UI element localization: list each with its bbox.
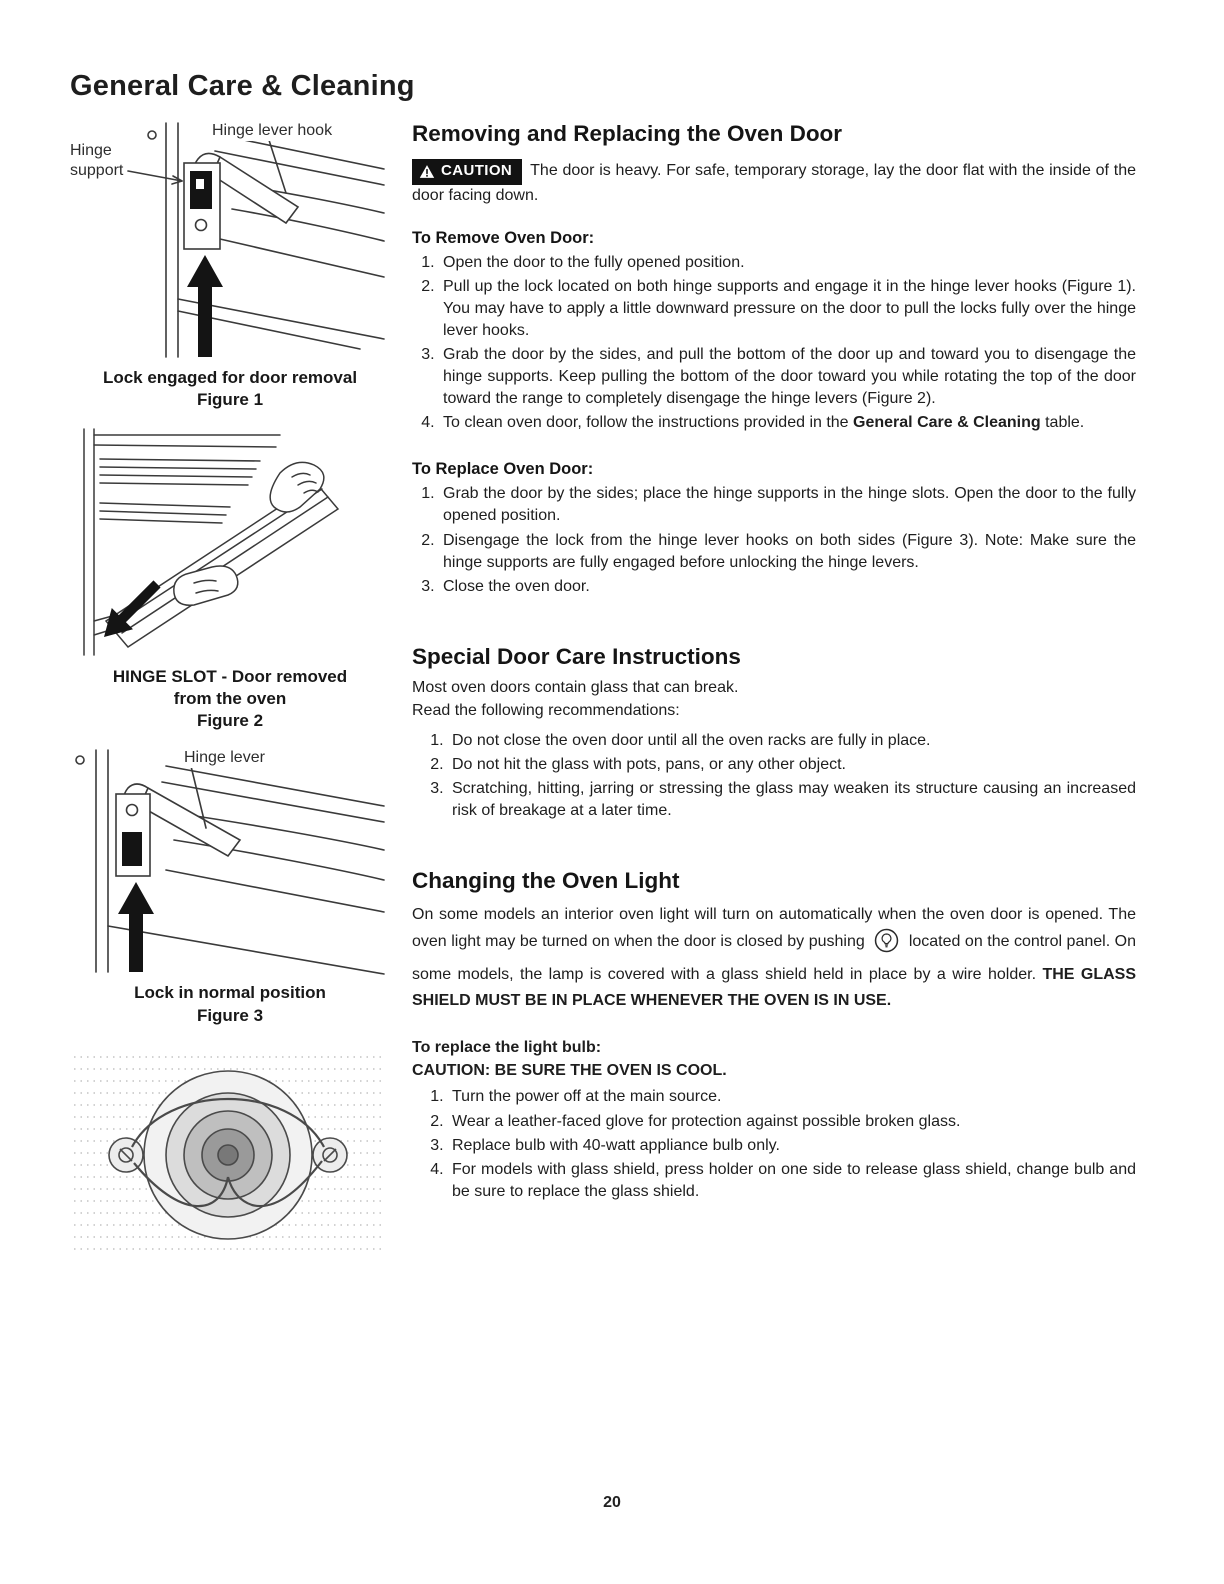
oven-light-text-before-icon: On some models an interior oven light will turn on automatically when the oven door is opened. The oven light may be turned on when the door is closed by pushing bbox=[412, 906, 1136, 951]
fig3-figure-label: Figure 3 bbox=[196, 1005, 264, 1025]
figure-2-caption bbox=[70, 666, 390, 732]
list-item: 1. Open the door to the fully opened position. bbox=[439, 252, 1136, 274]
list-item: 4. For models with glass shield, press holder on one side to release glass shield, change bulb and be sure to replace the glass shield. bbox=[448, 1159, 1136, 1203]
page-columns bbox=[70, 117, 1164, 1259]
oven-light-heading: Changing the Oven Light bbox=[412, 868, 680, 894]
list-item: 1. Do not close the oven door until all the oven racks are fully in place. bbox=[448, 730, 1136, 752]
fig2-caption-line2: from the oven bbox=[173, 689, 287, 709]
door-care-steps bbox=[412, 730, 1136, 822]
fig3-caption-text: Lock in normal position bbox=[134, 983, 326, 1003]
fig1-label-hinge-support: Hinge support bbox=[70, 142, 124, 179]
oven-light-paragraph bbox=[412, 902, 1136, 1014]
oven-door-heading: Removing and Replacing the Oven Door bbox=[412, 121, 843, 146]
caution-paragraph bbox=[412, 159, 1136, 207]
figure-3-caption bbox=[70, 982, 390, 1026]
figure-1 bbox=[70, 121, 386, 361]
list-item: 3. Close the oven door. bbox=[439, 576, 1136, 598]
section-oven-light bbox=[412, 868, 1136, 1202]
door-care-intro-1: Most oven doors contain glass that can break. bbox=[412, 678, 739, 696]
bulb-caution-line: CAUTION: BE SURE THE OVEN IS COOL. bbox=[412, 1062, 727, 1080]
replace-door-subheading: To Replace Oven Door: bbox=[412, 460, 594, 479]
fig3-label-hinge-lever: Hinge lever bbox=[184, 749, 265, 767]
list-item: 2. Pull up the lock located on both hinge supports and engage it in the hinge lever hooks (Figure 1). You may have to apply a little downward pressure on the door to pull the locks fully over the hinge lever hooks. bbox=[439, 276, 1136, 342]
oven-light-text-after-icon: located on the control panel. On some models, the lamp is covered with a glass shield held in place by a wire holder. bbox=[412, 933, 1137, 984]
replace-bulb-subheading: To replace the light bulb: bbox=[412, 1039, 602, 1057]
page-title: General Care & Cleaning bbox=[70, 70, 415, 102]
figure-1-caption bbox=[70, 367, 390, 411]
list-item: 3. Replace bulb with 40-watt appliance bulb only. bbox=[448, 1135, 1136, 1157]
list-item: 2. Wear a leather-faced glove for protection against possible broken glass. bbox=[448, 1111, 1136, 1133]
fig2-figure-label: Figure 2 bbox=[196, 711, 264, 731]
replace-door-steps bbox=[412, 483, 1136, 597]
figure-3 bbox=[70, 748, 386, 976]
list-item: 3. Scratching, hitting, jarring or stressing the glass may weaken its structure causing an increased risk of breakage at a later time. bbox=[448, 778, 1136, 822]
section-oven-door bbox=[412, 121, 1136, 598]
caution-text: The door is heavy. For safe, temporary storage, lay the door flat with the inside of the door facing down. bbox=[412, 161, 1136, 204]
light-bulb-assembly-drawing bbox=[70, 1049, 386, 1259]
fig1-figure-label: Figure 1 bbox=[196, 390, 264, 410]
fig2-caption-line1: HINGE SLOT - Door removed bbox=[112, 667, 348, 687]
replace-bulb-steps bbox=[412, 1086, 1136, 1202]
list-item: 4. To clean oven door, follow the instructions provided in the General Care & Cleaning table. bbox=[439, 412, 1136, 434]
remove-door-subheading: To Remove Oven Door: bbox=[412, 228, 595, 247]
fig1-label-hinge-lever-hook: Hinge lever hook bbox=[212, 122, 333, 139]
fig1-caption-text: Lock engaged for door removal bbox=[102, 368, 358, 387]
figure2-door-removed-drawing bbox=[70, 425, 386, 660]
figure-light-bulb-assembly bbox=[70, 1049, 386, 1259]
caution-badge bbox=[412, 159, 522, 185]
section-door-care bbox=[412, 644, 1136, 823]
glass-shield-warning: THE GLASS SHIELD MUST BE IN PLACE WHENEVER THE OVEN IS IN USE. bbox=[412, 966, 1136, 1010]
list-item: 1. Grab the door by the sides; place the hinge supports in the hinge slots. Open the door to the fully opened position. bbox=[439, 483, 1136, 527]
list-item: 2. Disengage the lock from the hinge lever hooks on both sides (Figure 3). Note: Make sure the hinge supports are fully engaged before unlocking the hinge levers. bbox=[439, 530, 1136, 574]
list-item: 1. Turn the power off at the main source. bbox=[448, 1086, 1136, 1108]
light-bulb-icon bbox=[874, 928, 899, 962]
remove-door-steps bbox=[412, 252, 1136, 435]
door-care-intro-2: Read the following recommendations: bbox=[412, 701, 680, 719]
figures-column bbox=[70, 117, 390, 1259]
door-care-heading: Special Door Care Instructions bbox=[412, 643, 741, 669]
figure3-hinge-lever-drawing bbox=[70, 748, 386, 976]
list-item: 3. Grab the door by the sides, and pull the bottom of the door up and toward you to disengage the hinge supports. Keep pulling the bottom of the door toward you while rotating the top of the door toward the range to completely disengage the hinge levers (Figure 2). bbox=[439, 344, 1136, 410]
warning-triangle-icon bbox=[419, 164, 435, 179]
figure-2 bbox=[70, 425, 386, 660]
list-item: 2. Do not hit the glass with pots, pans, or any other object. bbox=[448, 754, 1136, 776]
page-number: 20 bbox=[603, 1494, 621, 1511]
content-column bbox=[390, 117, 1164, 1259]
caution-badge-label: CAUTION bbox=[441, 162, 513, 179]
